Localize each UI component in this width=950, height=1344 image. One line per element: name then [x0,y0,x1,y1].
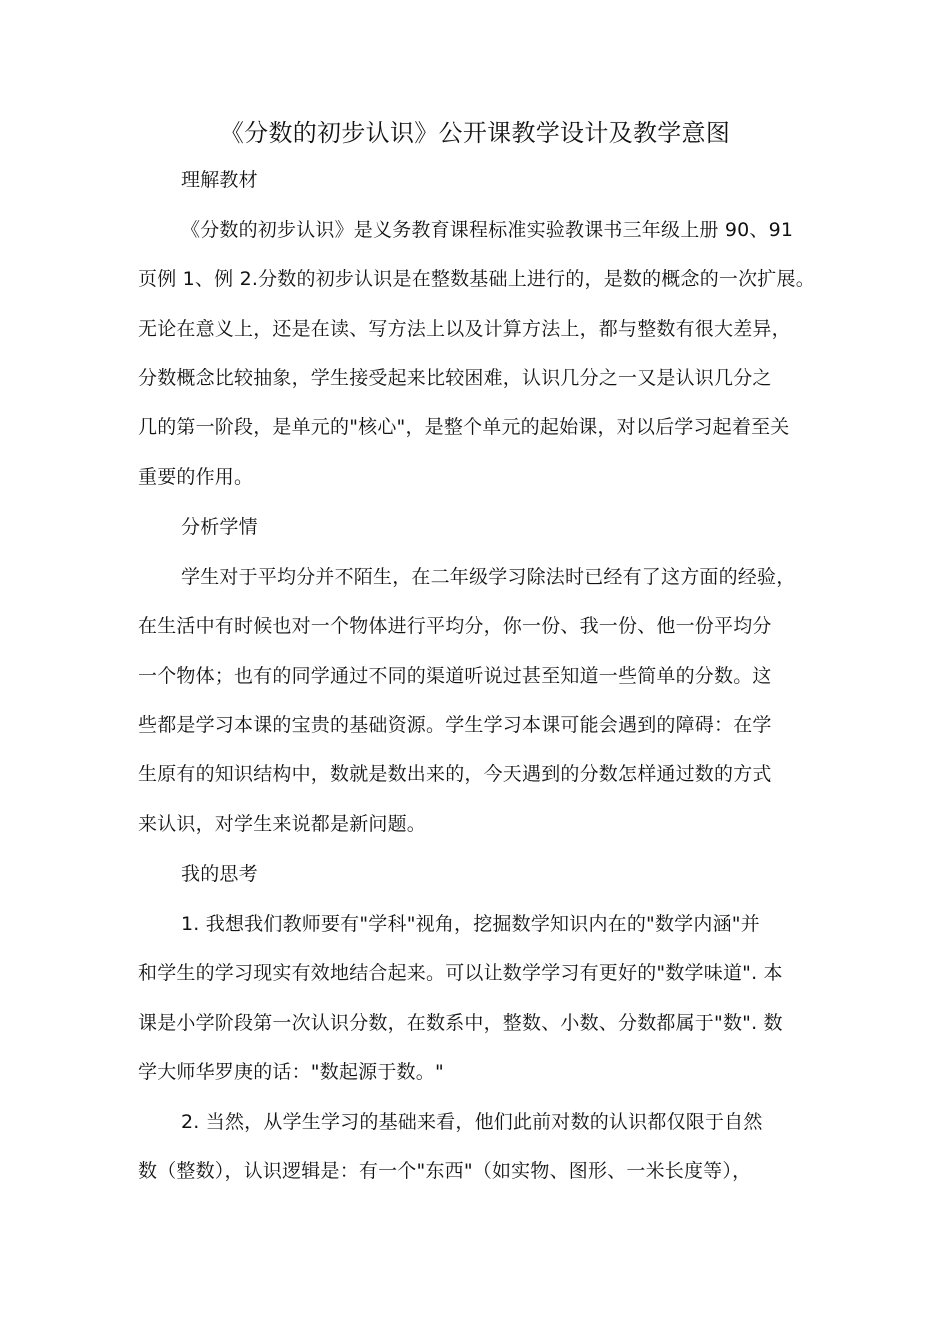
paragraph-line: 课是小学阶段第一次认识分数，在数系中，整数、小数、分数都属于"数". 数 [138,1012,783,1034]
section-heading-thoughts: 我的思考 [181,863,258,885]
paragraph-line: 1. 我想我们教师要有"学科"视角，挖掘数学知识内在的"数学内涵"并 [181,913,760,935]
paragraph-line: 无论在意义上，还是在读、写方法上以及计算方法上，都与整数有很大差异， [138,318,791,340]
paragraph-line: 一个物体；也有的同学通过不同的渠道听说过甚至知道一些简单的分数。这 [138,665,772,687]
paragraph-line: 分数概念比较抽象，学生接受起来比较困难，认识几分之一又是认识几分之 [138,367,772,389]
paragraph-line: 和学生的学习现实有效地结合起来。可以让数学学习有更好的"数学味道". 本 [138,962,783,984]
paragraph-line: 来认识，对学生来说都是新问题。 [138,813,427,835]
paragraph-line: 2. 当然，从学生学习的基础来看，他们此前对数的认识都仅限于自然 [181,1111,763,1133]
section-heading-textbook: 理解教材 [181,169,258,191]
paragraph-line: 几的第一阶段，是单元的"核心"，是整个单元的起始课，对以后学习起着至关 [138,416,790,438]
paragraph-line: 重要的作用。 [138,466,254,488]
paragraph-line: 数（整数），认识逻辑是：有一个"东西"（如实物、图形、一米长度等）， [138,1160,752,1182]
paragraph-line: 在生活中有时候也对一个物体进行平均分，你一份、我一份、他一份平均分 [138,615,772,637]
section-heading-students: 分析学情 [181,516,258,538]
paragraph-line: 学大师华罗庚的话："数起源于数。" [138,1061,444,1083]
paragraph-line: 《分数的初步认识》是义务教育课程标准实验教课书三年级上册 90、91 [181,219,794,241]
document-title: 《分数的初步认识》公开课教学设计及教学意图 [219,119,731,147]
paragraph-line: 些都是学习本课的宝贵的基础资源。学生学习本课可能会遇到的障碍：在学 [138,714,772,736]
paragraph-line: 生原有的知识结构中，数就是数出来的，今天遇到的分数怎样通过数的方式 [138,763,772,785]
paragraph-line: 学生对于平均分并不陌生，在二年级学习除法时已经有了这方面的经验， [181,566,796,588]
paragraph-line: 页例 1、例 2.分数的初步认识是在整数基础上进行的，是数的概念的一次扩展。 [138,268,815,290]
